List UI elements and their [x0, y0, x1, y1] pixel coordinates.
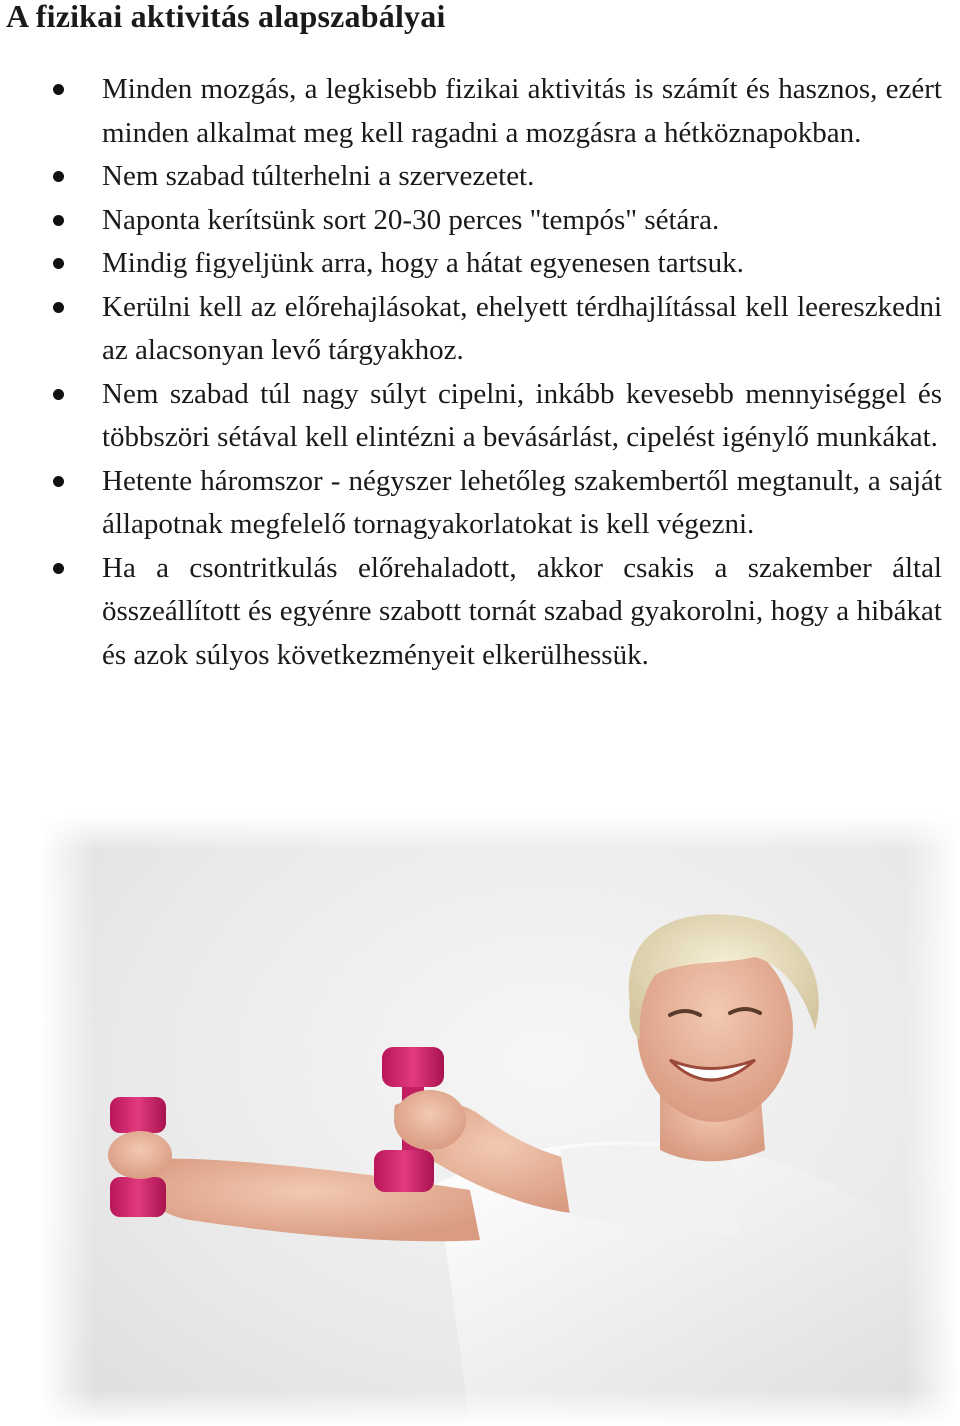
left-hand	[108, 1131, 172, 1179]
bullet-icon	[53, 476, 64, 487]
list-item	[0, 155, 960, 199]
bullet-icon	[53, 563, 64, 574]
bullet-icon	[53, 215, 64, 226]
rule-text: Kerülni kell az előrehajlásokat, ehelyett térdhajlítással kell leereszkedni az alacsonyan levő tárgyakhoz.	[102, 290, 942, 366]
list-item	[0, 286, 960, 373]
right-hand	[394, 1090, 466, 1150]
list-item	[0, 68, 960, 155]
rules-list	[0, 68, 960, 677]
bullet-icon	[53, 302, 64, 313]
rule-text: Naponta kerítsünk sort 20-30 perces "tempós" sétára.	[102, 203, 720, 236]
rule-text: Minden mozgás, a legkisebb fizikai aktivitás is számít és hasznos, ezért minden alkalmat meg kell ragadni a mozgásra a hétköznapokban.	[102, 73, 942, 149]
page-title: A fizikai aktivitás alapszabályai	[6, 0, 446, 34]
rule-text: Nem szabad túlterhelni a szervezetet.	[102, 160, 535, 192]
exercise-photo	[40, 815, 960, 1426]
bullet-icon	[53, 389, 64, 400]
bullet-icon	[53, 84, 64, 95]
list-item	[0, 242, 960, 286]
elderly-woman-dumbbells-illustration	[40, 815, 960, 1426]
list-item	[0, 373, 960, 460]
rule-text: Nem szabad túl nagy súlyt cipelni, inkább kevesebb mennyiséggel és többszöri sétával kell elintézni a bevásárlást, cipelést igénylő munkákat.	[102, 377, 942, 453]
bullet-icon	[53, 171, 64, 182]
rule-text: Mindig figyeljünk arra, hogy a hátat egyenesen tartsuk.	[102, 247, 744, 279]
bullet-icon	[53, 258, 64, 269]
list-item	[0, 199, 960, 243]
rule-text: Ha a csontritkulás előrehaladott, akkor csakis a szakember által összeállított és egyénre szabott tornát szabad gyakorolni, hogy a hibákat és azok súlyos következményeit elkerülhessük.	[102, 551, 942, 671]
list-item	[0, 547, 960, 678]
rule-text: Hetente háromszor - négyszer lehetőleg szakembertől megtanult, a saját állapotnak megfelelő tornagyakorlatokat is kell végezni.	[102, 464, 942, 540]
list-item	[0, 460, 960, 547]
